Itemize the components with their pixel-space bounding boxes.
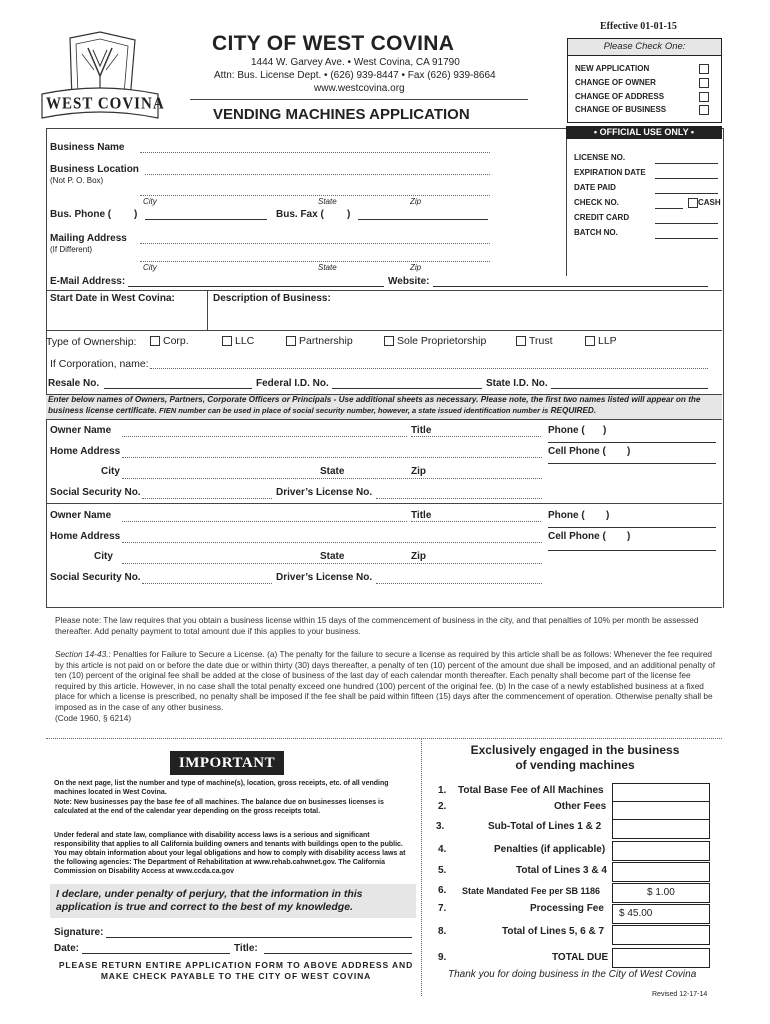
official-cash: CASH: [698, 198, 721, 207]
fee-line-8-label: Total of Lines 5, 6 & 7: [502, 926, 605, 937]
start-date-label: Start Date in West Covina:: [50, 293, 175, 304]
official-use-title: • OFFICIAL USE ONLY •: [566, 126, 722, 139]
important-p3: Under federal and state law, compliance with disability access laws is a serious and significant responsibility that applies to all California building owners and tenants with buildings open to the public. You may obtain information about your legal obligations and how to comply with disability access laws at the following agencies: The Department of Rehabilitation at www.rehab.cahwnet.gov. The California Commission on Disability Access at www.ccda.ca.gov: [54, 832, 406, 875]
logo-text: WEST COVINA: [46, 95, 165, 113]
fee-line-9-num: 9.: [438, 952, 447, 963]
owner1-ssn-field[interactable]: [142, 498, 272, 499]
fee-line-2-num: 2.: [438, 801, 447, 812]
fee-line-6-value: $ 1.00: [647, 887, 675, 898]
owner2-phone-paren: ): [606, 510, 610, 521]
owner1-title-field[interactable]: [411, 436, 541, 437]
owner2-dl-field[interactable]: [376, 583, 542, 584]
owner1-cell-field[interactable]: [548, 463, 716, 464]
fee-line-7-value: $ 45.00: [619, 908, 653, 919]
fee-line-1-box[interactable]: [612, 783, 710, 803]
owner1-title-label: Title: [411, 425, 432, 436]
fee-line-5-label: Total of Lines 3 & 4: [516, 865, 607, 876]
business-city-label: City: [143, 197, 157, 206]
important-p2: Note: New businesses pay the base fee of all machines. The balance due on businesses licenses is calculated at the end of the calendar year depending on the gross receipts total.: [54, 799, 384, 815]
business-city-field[interactable]: [140, 195, 490, 196]
city-address: 1444 W. Garvey Ave. • West Covina, CA 91790: [251, 57, 460, 68]
fee-line-1-num: 1.: [438, 785, 447, 796]
not-po-box-note: (Not P. O. Box): [50, 176, 104, 185]
official-credit-card: CREDIT CARD: [574, 213, 630, 222]
owner1-home-field[interactable]: [122, 457, 542, 458]
owner2-cell-paren: ): [627, 531, 631, 542]
fee-line-6-box: [612, 883, 710, 903]
start-desc-divider: [207, 290, 208, 330]
city-logo: [40, 30, 165, 125]
trust-label: Trust: [529, 335, 553, 347]
owner1-dl-label: Driver’s License No.: [276, 487, 373, 498]
bus-phone-label: Bus. Phone (: [50, 209, 112, 220]
partnership-label: Partnership: [299, 335, 353, 347]
website-field[interactable]: [433, 286, 708, 287]
fee-line-7-label: Processing Fee: [530, 903, 604, 914]
owner1-city-field[interactable]: [122, 478, 542, 479]
owner2-dl-label: Driver’s License No.: [276, 572, 373, 583]
date-field[interactable]: [82, 953, 230, 954]
official-credit-card-field[interactable]: [655, 223, 718, 224]
fee-line-2-box[interactable]: [612, 801, 710, 821]
llp-label: LLP: [598, 335, 617, 347]
owner1-phone-paren: ): [603, 425, 607, 436]
start-date-field[interactable]: [47, 305, 205, 329]
mailing-city-field[interactable]: [140, 261, 490, 262]
owner1-zip-label: Zip: [411, 466, 426, 477]
checkbox-change-business[interactable]: [699, 105, 709, 115]
fee-line-6-label: State Mandated Fee per SB 1186: [462, 886, 601, 896]
checkbox-change-address[interactable]: [699, 92, 709, 102]
city-contact: Attn: Bus. License Dept. • (626) 939-8447 • Fax (626) 939-8664: [214, 70, 496, 81]
checkbox-partnership[interactable]: [286, 336, 296, 346]
thank-you-note: Thank you for doing business in the City of West Covina: [448, 969, 697, 980]
important-badge: IMPORTANT: [170, 751, 284, 775]
ownership-sole[interactable]: [384, 335, 486, 347]
fee-line-4-label: Penalties (if applicable): [494, 844, 606, 855]
effective-date: Effective 01-01-15: [600, 21, 677, 32]
mailing-city-label: City: [143, 263, 157, 272]
mailing-address-field[interactable]: [140, 243, 490, 244]
description-field[interactable]: [209, 305, 720, 329]
owner1-city-label: City: [101, 466, 120, 477]
owner2-cell-label: Cell Phone (: [548, 531, 606, 542]
mailing-address-label: Mailing Address: [50, 233, 127, 244]
sole-label: Sole Proprietorship: [397, 335, 487, 347]
date-label: Date:: [54, 943, 80, 954]
owner2-phone-label: Phone (: [548, 510, 585, 521]
title-field[interactable]: [264, 953, 412, 954]
divider-owner2: [46, 503, 722, 504]
ownership-llp[interactable]: [585, 335, 617, 347]
official-date-paid: DATE PAID: [574, 183, 616, 192]
official-batch-no: BATCH NO.: [574, 228, 618, 237]
notice-paragraph-2: Section 14-43.: Penalties for Failure to Secure a License. (a) The penalty for the failure to secure a license as required by this article shall be as follows: Whenever the fee required by this article is not paid on or before the date due or within thirty (30) days thereafter, a penalty of ten (10) percent of the amount due shall be imposed, and an additional penalty of ten (10) percent of the original fee shall be added at the close of business of the last day of each calendar month thereafter. Each penalty shall become part of the license fee required by this article. However, in no case shall the total penalty exceed one hundred (100) percent of the original fee. (b) In the case of a newly established business at a fixed place for which a license is prescribed, no penalty shall be imposed if the fee shall be paid within fifteen (15) days after the commencement of operation. Otherwise penalty shall be imposed as in the case of any other business. (Code 1960, § 6214): [55, 649, 716, 723]
mailing-state-label: State: [318, 263, 337, 272]
opt-change-business-label: CHANGE OF BUSINESS: [575, 105, 667, 114]
official-license-no: LICENSE NO.: [574, 153, 626, 162]
official-batch-no-field[interactable]: [655, 238, 718, 239]
checkbox-llc[interactable]: [222, 336, 232, 346]
title-label: Title:: [234, 943, 258, 954]
checkbox-trust[interactable]: [516, 336, 526, 346]
fee-line-8-num: 8.: [438, 926, 447, 937]
divider-start: [46, 290, 722, 291]
official-check-no: CHECK NO.: [574, 198, 619, 207]
corporation-name-field[interactable]: [150, 368, 708, 369]
owner1-name-label: Owner Name: [50, 425, 112, 436]
checkbox-cash[interactable]: [688, 198, 698, 208]
official-use-divider: [566, 139, 567, 276]
bottom-divider: [421, 738, 422, 996]
if-corporation-label: If Corporation, name:: [50, 358, 149, 370]
official-license-no-field[interactable]: [655, 163, 718, 164]
owner1-cell-paren: ): [627, 446, 631, 457]
owner2-name-label: Owner Name: [50, 510, 112, 521]
official-expiration: EXPIRATION DATE: [574, 168, 646, 177]
city-website: www.westcovina.org: [314, 83, 405, 94]
official-date-paid-field[interactable]: [655, 193, 718, 194]
mailing-zip-label: Zip: [410, 263, 422, 272]
owners-note: Enter below names of Owners, Partners, Corporate Officers or Principals - Use additional sheets as necessary. Please note, the first two names listed will appear on the business license certificate. FIEN number can be used in place of social security number, however, a state issued identification number is REQUIRED.: [48, 395, 701, 415]
fee-line-5-box[interactable]: [612, 862, 710, 882]
owner1-state-label: State: [320, 466, 345, 477]
business-location-field[interactable]: [145, 174, 490, 175]
fee-line-3-box[interactable]: [612, 819, 710, 839]
checkbox-new-application[interactable]: [699, 64, 709, 74]
fee-line-5-num: 5.: [438, 865, 447, 876]
fee-line-9-box[interactable]: [612, 948, 710, 968]
check-one-title: Please Check One:: [568, 39, 721, 56]
bus-fax-field[interactable]: [358, 219, 488, 220]
website-label: Website:: [388, 276, 430, 287]
opt-change-owner-label: CHANGE OF OWNER: [575, 78, 656, 87]
owner1-ssn-label: Social Security No.: [50, 487, 141, 498]
fee-line-4-box[interactable]: [612, 841, 710, 861]
owner2-ssn-field[interactable]: [142, 583, 272, 584]
fee-line-2-label: Other Fees: [554, 801, 607, 812]
ownership-partnership[interactable]: [286, 335, 353, 347]
fee-line-6-num: 6.: [438, 885, 447, 896]
signature-label: Signature:: [54, 927, 104, 938]
signature-field[interactable]: [106, 937, 412, 938]
checkbox-llp[interactable]: [585, 336, 595, 346]
owner2-cell-field[interactable]: [548, 550, 716, 551]
owner2-phone-field[interactable]: [548, 527, 716, 528]
official-check-no-field[interactable]: [655, 208, 683, 209]
bus-phone-paren: ): [134, 209, 138, 220]
divider-ownership: [46, 330, 722, 331]
federal-id-field[interactable]: [332, 388, 482, 389]
business-zip-label: Zip: [410, 197, 422, 206]
bus-fax-paren: ): [347, 209, 351, 220]
resale-field[interactable]: [104, 388, 252, 389]
owner2-city-field[interactable]: [122, 563, 542, 564]
city-title: CITY OF WEST COVINA: [212, 32, 455, 55]
owner1-phone-field[interactable]: [548, 442, 716, 443]
business-state-label: State: [318, 197, 337, 206]
checkbox-change-owner[interactable]: [699, 78, 709, 88]
federal-id-label: Federal I.D. No.: [256, 378, 329, 389]
llc-label: LLC: [235, 335, 255, 347]
opt-change-address-label: CHANGE OF ADDRESS: [575, 92, 665, 101]
owner2-city-label: City: [94, 551, 113, 562]
owner2-ssn-label: Social Security No.: [50, 572, 141, 583]
form-title: VENDING MACHINES APPLICATION: [213, 106, 470, 123]
fee-line-9-label: TOTAL DUE: [552, 952, 609, 963]
fee-line-8-box[interactable]: [612, 925, 710, 945]
header-divider: [190, 99, 528, 100]
opt-new-application-label: NEW APPLICATION: [575, 64, 650, 73]
checkbox-sole-proprietorship[interactable]: [384, 336, 394, 346]
official-expiration-field[interactable]: [655, 178, 718, 179]
bus-phone-field[interactable]: [145, 219, 267, 220]
owner2-home-label: Home Address: [50, 531, 121, 542]
important-p1: On the next page, list the number and type of machine(s), location, gross receipts, etc. of all vending machines located in West Covina.: [54, 780, 389, 796]
bus-fax-label: Bus. Fax (: [276, 209, 324, 220]
business-name-field[interactable]: [140, 152, 490, 153]
business-location-label: Business Location: [50, 164, 139, 175]
owner1-phone-label: Phone (: [548, 425, 585, 436]
owner2-state-label: State: [320, 551, 345, 562]
divider-notice: [46, 607, 722, 608]
business-name-label: Business Name: [50, 142, 125, 153]
ownership-label: Type of Ownership:: [46, 336, 137, 348]
email-label: E-Mail Address:: [50, 276, 126, 287]
fee-line-7-box: [612, 904, 710, 924]
fee-line-3-num: 3.: [436, 821, 445, 832]
owner2-name-field[interactable]: [122, 521, 407, 522]
fee-line-3-label: Sub-Total of Lines 1 & 2: [488, 821, 602, 832]
fee-line-7-num: 7.: [438, 903, 447, 914]
description-label: Description of Business:: [213, 293, 331, 304]
fees-heading: Exclusively engaged in the business of vending machines: [470, 743, 680, 772]
ownership-llc[interactable]: [222, 335, 254, 347]
owner2-title-field[interactable]: [411, 521, 541, 522]
return-note: PLEASE RETURN ENTIRE APPLICATION FORM TO ABOVE ADDRESS AND MAKE CHECK PAYABLE TO THE CITY OF WEST COVINA: [58, 960, 414, 981]
owner2-zip-label: Zip: [411, 551, 426, 562]
ownership-trust[interactable]: [516, 335, 553, 347]
corp-label: Corp.: [163, 335, 189, 347]
checkbox-corp[interactable]: [150, 336, 160, 346]
owner1-cell-label: Cell Phone (: [548, 446, 606, 457]
resale-label: Resale No.: [48, 378, 100, 389]
owner2-title-label: Title: [411, 510, 432, 521]
state-id-label: State I.D. No.: [486, 378, 548, 389]
if-different-note: (If Different): [50, 245, 93, 254]
fee-line-1-label: Total Base Fee of All Machines: [458, 785, 604, 796]
revised-date: Revised 12-17-14: [652, 991, 708, 998]
owner2-home-field[interactable]: [122, 542, 542, 543]
ownership-corp[interactable]: [150, 335, 189, 347]
owner1-dl-field[interactable]: [376, 498, 542, 499]
fee-line-4-num: 4.: [438, 844, 447, 855]
owner1-home-label: Home Address: [50, 446, 121, 457]
state-id-field[interactable]: [551, 388, 708, 389]
email-field[interactable]: [128, 286, 384, 287]
notice-paragraph-1: Please note: The law requires that you obtain a business license within 15 days of the commencement of business in the city, and that penalties of 10% per month be assessed thereafter. Add penalty payment to total amount due if this applies to your business.: [55, 615, 699, 636]
owner1-name-field[interactable]: [122, 436, 407, 437]
declare-text: I declare, under penalty of perjury, that the information in this application is true and correct to the best of my knowledge.: [56, 888, 363, 913]
